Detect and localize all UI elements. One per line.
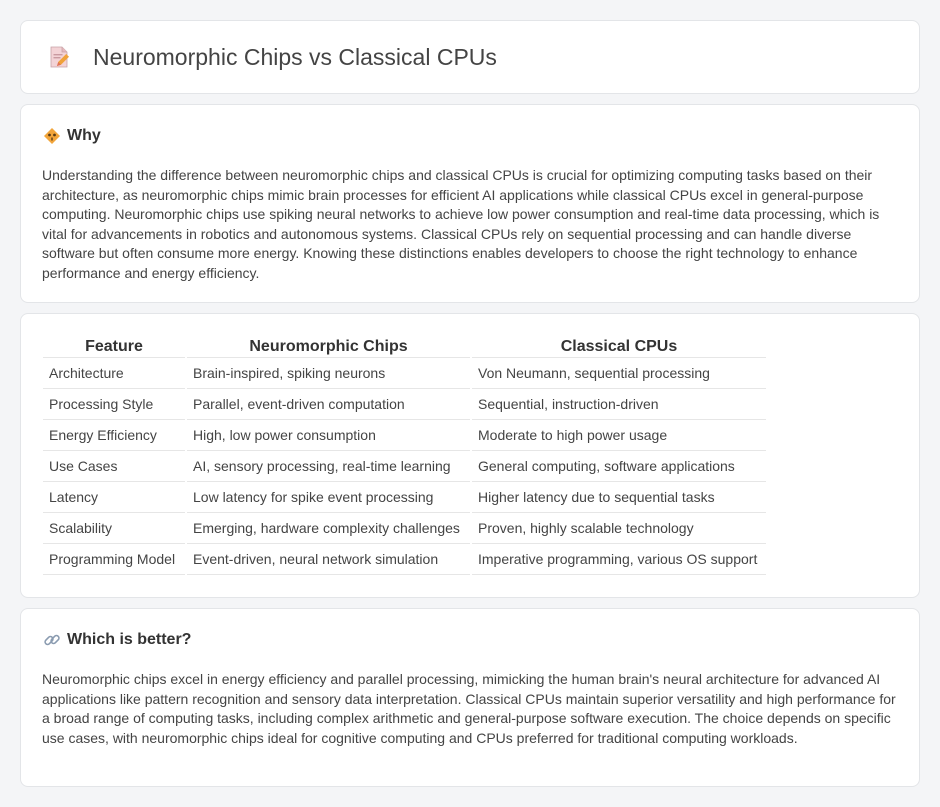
why-paragraph: Understanding the difference between neuromorphic chips and classical CPUs is crucial for optimizing computing tasks based on their architecture, as neuromorphic chips mimic brain processes for efficient AI applications while classical CPUs excel in general-purpose computing. Neuromorphic chips use spiking neural networks to achieve low power consumption and real-time data processing, which is vital for advancements in robotics and autonomous systems. Classical CPUs rely on sequential processing and can handle diverse software but often consume more energy. Knowing these distinctions enables developers to choose the right technology to enhance performance and energy efficiency. bbox=[42, 167, 880, 281]
cell-feature: Architecture bbox=[43, 358, 185, 389]
cell-classical: Proven, highly scalable technology bbox=[472, 513, 766, 544]
table-header-row bbox=[43, 337, 766, 358]
why-section bbox=[20, 104, 920, 303]
cell-feature: Latency bbox=[43, 482, 185, 513]
cell-feature: Scalability bbox=[43, 513, 185, 544]
header-neuromorphic: Neuromorphic Chips bbox=[187, 337, 470, 358]
table-row bbox=[43, 389, 766, 420]
cell-classical: Imperative programming, various OS support bbox=[472, 544, 766, 575]
lightbulb-warning-icon bbox=[43, 127, 61, 145]
cell-feature: Programming Model bbox=[43, 544, 185, 575]
cell-classical: General computing, software applications bbox=[472, 451, 766, 482]
which-better-title: Which is better? bbox=[67, 631, 192, 648]
table-row bbox=[43, 358, 766, 389]
which-better-section bbox=[20, 608, 920, 787]
cell-neuromorphic: AI, sensory processing, real-time learning bbox=[187, 451, 470, 482]
table-row bbox=[43, 420, 766, 451]
document-pencil-icon bbox=[47, 45, 71, 69]
cell-neuromorphic: Event-driven, neural network simulation bbox=[187, 544, 470, 575]
table-row bbox=[43, 513, 766, 544]
comparison-card bbox=[20, 313, 920, 598]
cell-classical: Moderate to high power usage bbox=[472, 420, 766, 451]
cell-feature: Processing Style bbox=[43, 389, 185, 420]
comparison-table bbox=[41, 337, 768, 575]
link-icon bbox=[43, 631, 61, 649]
table-row bbox=[43, 544, 766, 575]
cell-feature: Use Cases bbox=[43, 451, 185, 482]
cell-classical: Sequential, instruction-driven bbox=[472, 389, 766, 420]
header-feature: Feature bbox=[43, 337, 185, 358]
table-row bbox=[43, 451, 766, 482]
which-better-paragraph: Neuromorphic chips excel in energy efficiency and parallel processing, mimicking the human brain's neural architecture for advanced AI applications like pattern recognition and sensory data interpretation. Classical CPUs maintain superior versatility and high performance for a broad range of computing tasks, including complex arithmetic and general-purpose software execution. The choice depends on specific use cases, with neuromorphic chips ideal for cognitive computing and CPUs preferred for traditional computing workloads. bbox=[42, 671, 896, 746]
table-row bbox=[43, 482, 766, 513]
cell-feature: Energy Efficiency bbox=[43, 420, 185, 451]
cell-neuromorphic: High, low power consumption bbox=[187, 420, 470, 451]
title-card bbox=[20, 20, 920, 94]
cell-neuromorphic: Brain-inspired, spiking neurons bbox=[187, 358, 470, 389]
cell-neuromorphic: Low latency for spike event processing bbox=[187, 482, 470, 513]
cell-classical: Higher latency due to sequential tasks bbox=[472, 482, 766, 513]
cell-classical: Von Neumann, sequential processing bbox=[472, 358, 766, 389]
header-classical: Classical CPUs bbox=[472, 337, 766, 358]
cell-neuromorphic: Emerging, hardware complexity challenges bbox=[187, 513, 470, 544]
why-title: Why bbox=[67, 127, 101, 144]
cell-neuromorphic: Parallel, event-driven computation bbox=[187, 389, 470, 420]
page-title: Neuromorphic Chips vs Classical CPUs bbox=[93, 43, 497, 70]
